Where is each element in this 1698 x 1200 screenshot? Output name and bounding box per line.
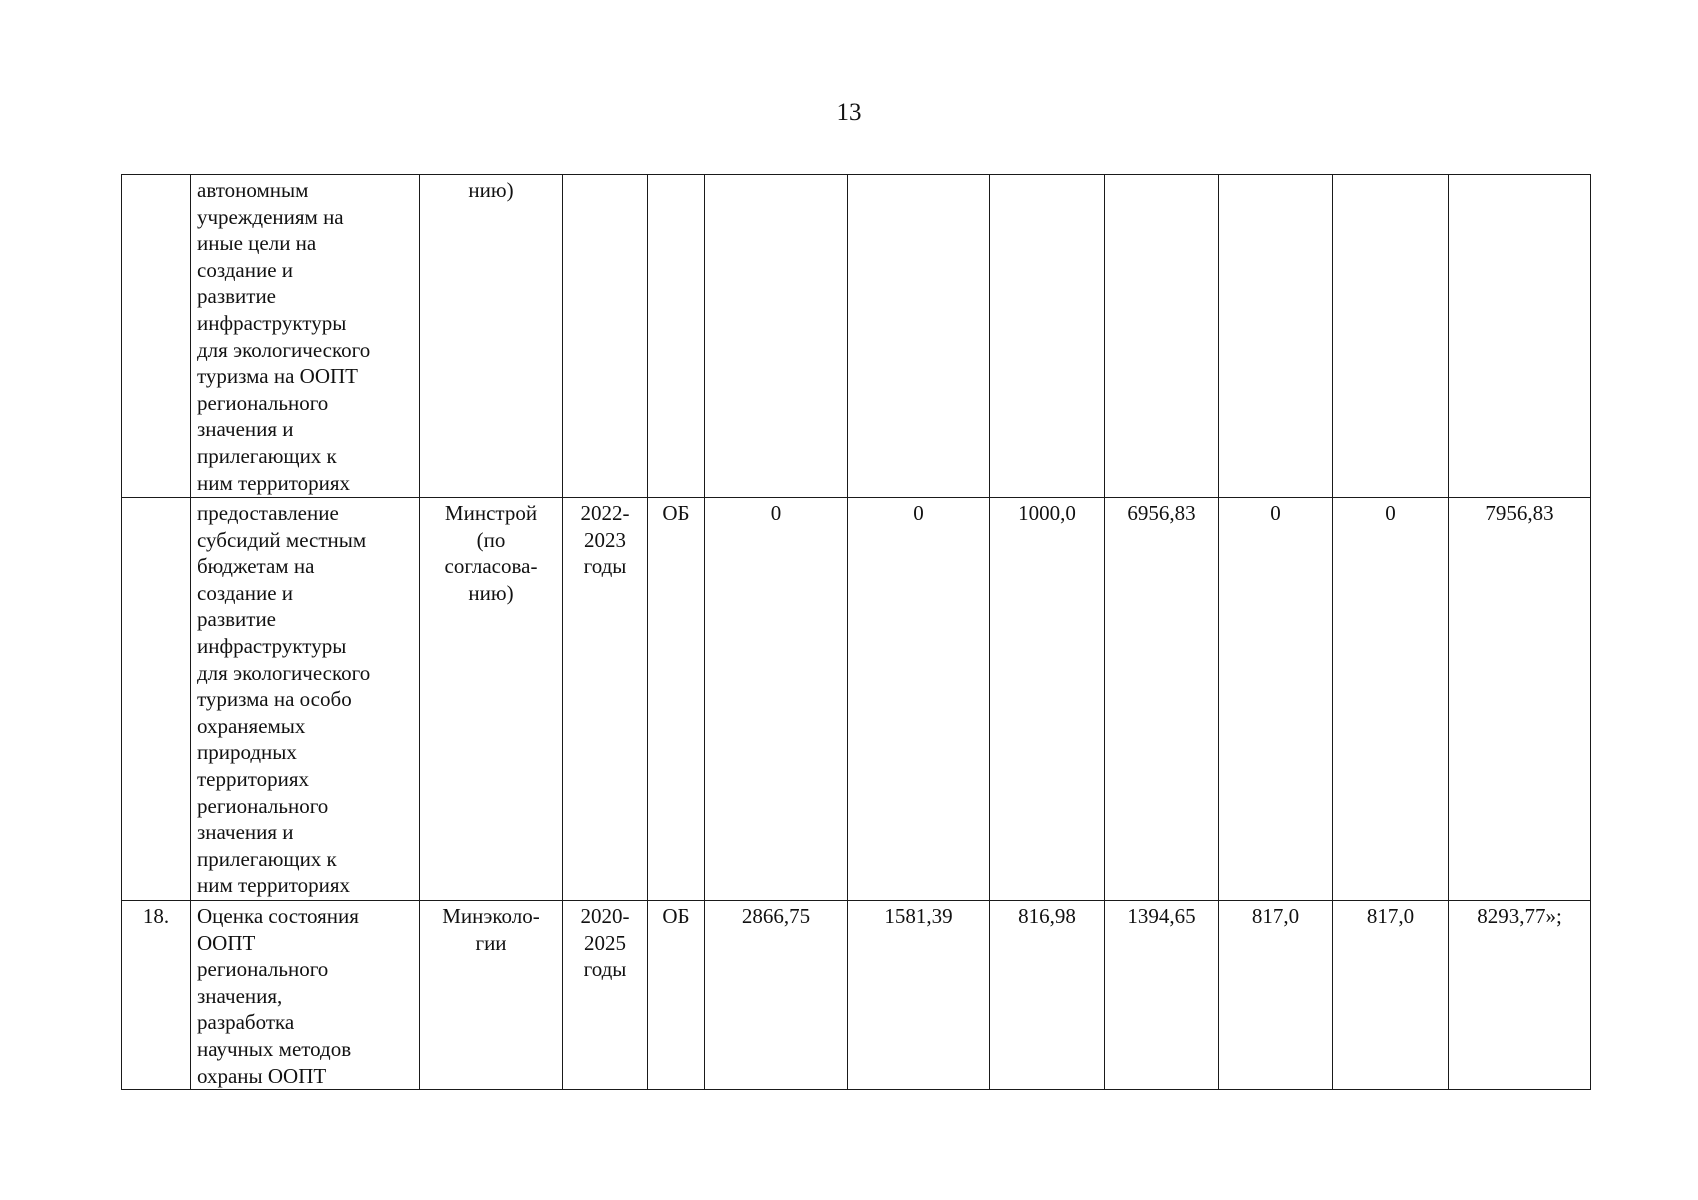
executor-cell: Минэколо- гии xyxy=(420,901,563,1090)
description-cell: Оценка состояния ООПТ регионального значения, разработка научных методов охраны ООПТ xyxy=(191,901,420,1090)
row-number-cell: 18. xyxy=(122,901,191,1090)
financing-table xyxy=(121,174,1591,1090)
total-cell xyxy=(1449,175,1591,498)
value-cell-2025: 0 xyxy=(1333,498,1449,901)
total-cell: 7956,83 xyxy=(1449,498,1591,901)
source-cell: ОБ xyxy=(648,498,705,901)
total-cell: 8293,77»; xyxy=(1449,901,1591,1090)
value-cell-2021: 1581,39 xyxy=(848,901,990,1090)
value-cell-2021 xyxy=(848,175,990,498)
page-number: 13 xyxy=(836,99,862,126)
value-cell-2022 xyxy=(990,175,1105,498)
period-cell: 2022- 2023 годы xyxy=(563,498,648,901)
value-cell-2022: 1000,0 xyxy=(990,498,1105,901)
value-cell-2020: 0 xyxy=(705,498,848,901)
value-cell-2020: 2866,75 xyxy=(705,901,848,1090)
source-cell xyxy=(648,175,705,498)
value-cell-2025: 817,0 xyxy=(1333,901,1449,1090)
value-cell-2023 xyxy=(1105,175,1219,498)
row-number-cell xyxy=(122,498,191,901)
value-cell-2020 xyxy=(705,175,848,498)
table-row xyxy=(122,175,1591,498)
source-cell: ОБ xyxy=(648,901,705,1090)
value-cell-2023: 1394,65 xyxy=(1105,901,1219,1090)
executor-cell: нию) xyxy=(420,175,563,498)
executor-cell: Минстрой (по согласова- нию) xyxy=(420,498,563,901)
value-cell-2021: 0 xyxy=(848,498,990,901)
period-cell: 2020- 2025 годы xyxy=(563,901,648,1090)
description-cell: предоставление субсидий местным бюджетам на создание и развитие инфраструктуры для экологического туризма на особо охраняемых природных территориях регионального значения и прилегающих к ним территориях xyxy=(191,498,420,901)
value-cell-2025 xyxy=(1333,175,1449,498)
value-cell-2022: 816,98 xyxy=(990,901,1105,1090)
table-row xyxy=(122,901,1591,1090)
value-cell-2023: 6956,83 xyxy=(1105,498,1219,901)
period-cell xyxy=(563,175,648,498)
value-cell-2024 xyxy=(1219,175,1333,498)
table-row xyxy=(122,498,1591,901)
value-cell-2024: 0 xyxy=(1219,498,1333,901)
value-cell-2024: 817,0 xyxy=(1219,901,1333,1090)
description-cell: автономным учреждениям на иные цели на создание и развитие инфраструктуры для экологического туризма на ООПТ регионального значения и прилегающих к ним территориях xyxy=(191,175,420,498)
row-number-cell xyxy=(122,175,191,498)
